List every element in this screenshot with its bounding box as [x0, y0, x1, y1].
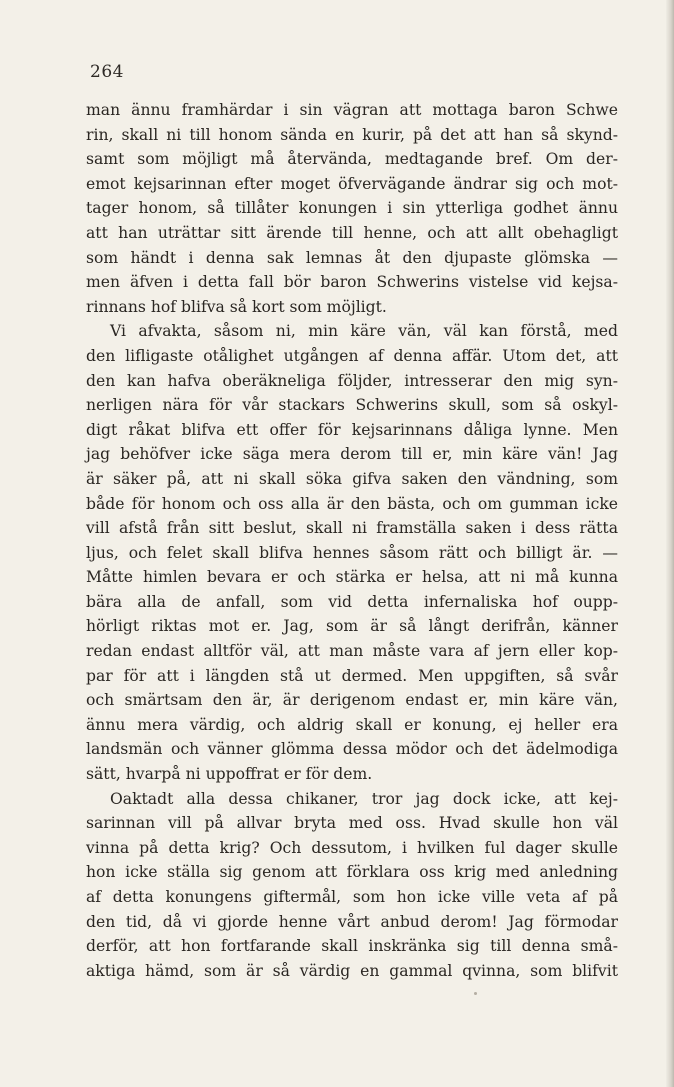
text-line: den kan hafva oberäkneliga följder, intresserar den mig syn- — [86, 371, 618, 390]
text-line: som händt i denna sak lemnas åt den djupaste glömska — — [86, 248, 618, 267]
text-line: vinna på detta krig? Och dessutom, i hvilken ful dager skulle — [86, 838, 618, 857]
text-line: men äfven i detta fall bör baron Schwerins vistelse vid kejsa- — [86, 273, 618, 292]
text-line: derför, att hon fortfarande skall inskränka sig till denna små- — [86, 937, 618, 956]
text-line: både för honom och oss alla är den bästa, och om gumman icke — [86, 494, 618, 513]
text-line: samt som möjligt må återvända, medtagande bref. Om der- — [86, 150, 618, 169]
text-line: redan endast alltför väl, att man måste vara af jern eller kop- — [86, 642, 618, 661]
text-line: par för att i längden stå ut dermed. Men uppgiften, så svår — [86, 666, 618, 685]
text-line: sarinnan vill på allvar bryta med oss. Hvad skulle hon väl — [86, 814, 618, 833]
body-text — [86, 98, 618, 983]
text-line: att han uträttar sitt ärende till henne, och att allt obehagligt — [86, 223, 618, 242]
text-line: aktiga hämd, som är så värdig en gammal qvinna, som blifvit — [86, 961, 618, 980]
text-line: den tid, då vi gjorde henne vårt anbud derom! Jag förmodar — [86, 912, 618, 931]
ink-speck — [474, 992, 477, 995]
text-line: Vi afvakta, såsom ni, min käre vän, väl kan förstå, med — [110, 322, 618, 341]
text-line: digt råkat blifva ett offer för kejsarinnans dåliga lynne. Men — [86, 420, 618, 439]
text-line: sätt, hvarpå ni uppoffrat er för dem. — [86, 765, 373, 784]
text-line: nerligen nära för vår stackars Schwerins skull, som så oskyl- — [86, 396, 618, 415]
text-line: landsmän och vänner glömma dessa mödor och det ädelmodiga — [86, 740, 618, 759]
text-line: rinnans hof blifva så kort som möjligt. — [86, 297, 387, 316]
text-line: är säker på, att ni skall söka gifva saken den vändning, som — [86, 469, 618, 488]
text-line: emot kejsarinnan efter moget öfvervägande ändrar sig och mot- — [86, 174, 618, 193]
text-line: jag behöfver icke säga mera derom till er, min käre vän! Jag — [86, 445, 618, 464]
text-line: den lifligaste otålighet utgången af denna affär. Utom det, att — [86, 346, 618, 365]
page-number: 264 — [90, 62, 124, 82]
text-line: man ännu framhärdar i sin vägran att mottaga baron Schwe — [86, 101, 618, 119]
text-line: rin, skall ni till honom sända en kurir, på det att han så skynd- — [86, 125, 618, 144]
text-line: ljus, och felet skall blifva hennes såsom rätt och billigt är. — — [86, 543, 618, 562]
text-line: af detta konungens giftermål, som hon icke ville veta af på — [86, 888, 618, 906]
page-edge-shadow — [666, 0, 674, 1087]
text-line: och smärtsam den är, är derigenom endast er, min käre vän, — [86, 691, 618, 710]
text-line: ännu mera värdig, och aldrig skall er konung, ej heller era — [86, 715, 618, 734]
text-line: Måtte himlen bevara er och stärka er helsa, att ni må kunna — [86, 568, 618, 587]
text-line: hon icke ställa sig genom att förklara oss krig med anledning — [86, 863, 618, 882]
text-line: Oaktadt alla dessa chikaner, tror jag dock icke, att kej- — [110, 789, 618, 808]
text-line: vill afstå från sitt beslut, skall ni framställa saken i dess rätta — [86, 519, 618, 538]
text-line: hörligt riktas mot er. Jag, som är så långt derifrån, känner — [86, 617, 618, 636]
text-line: bära alla de anfall, som vid detta infernaliska hof oupp- — [86, 592, 618, 611]
text-line: tager honom, så tillåter konungen i sin ytterliga godhet ännu — [86, 199, 618, 218]
